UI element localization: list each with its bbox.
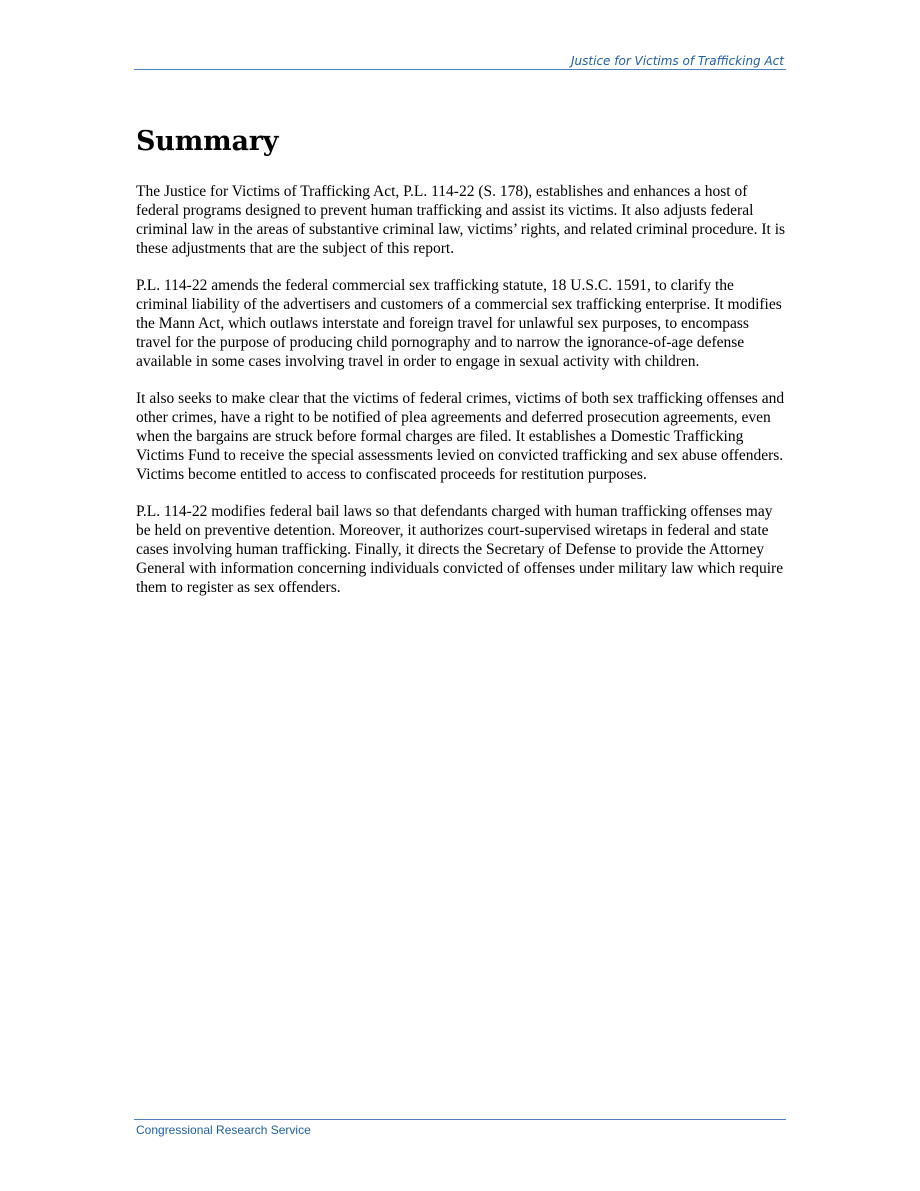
footer-publisher: Congressional Research Service [136,1123,311,1137]
summary-paragraph-1: The Justice for Victims of Trafficking Act, P.L. 114-22 (S. 178), establishes and enhances a host of federal programs designed to prevent human trafficking and assist its victims. It also adjusts federal criminal law in the areas of substantive criminal law, victims’ rights, and related criminal procedure. It is these adjustments that are the subject of this report. [136,183,786,257]
summary-paragraph-4: P.L. 114-22 modifies federal bail laws so that defendants charged with human trafficking offenses may be held on preventive detention. Moreover, it authorizes court-supervised wiretaps in federal and state cases involving human trafficking. Finally, it directs the Secretary of Defense to provide the Attorney General with information concerning individuals convicted of offenses under military law which require them to register as sex offenders. [136,503,784,596]
document-body [136,122,786,615]
section-heading: Summary [136,126,279,157]
running-header-title: Justice for Victims of Trafficking Act [571,54,784,68]
summary-paragraph-3: It also seeks to make clear that the victims of federal crimes, victims of both sex trafficking offenses and other crimes, have a right to be notified of plea agreements and deferred prosecution agreements, even when the bargains are struck before formal charges are filed. It establishes a Domestic Trafficking Victims Fund to receive the special assessments levied on convicted trafficking and sex abuse offenders. Victims become entitled to access to confiscated proceeds for restitution purposes. [136,390,785,483]
running-footer [134,1119,786,1138]
summary-paragraph-2: P.L. 114-22 amends the federal commercial sex trafficking statute, 18 U.S.C. 1591, to clarify the criminal liability of the advertisers and customers of a commercial sex trafficking enterprise. It modifies the Mann Act, which outlaws interstate and foreign travel for unlawful sex purposes, to encompass travel for the purpose of producing child pornography and to narrow the ignorance-of-age defense available in some cases involving travel in order to engage in sexual activity with children. [136,277,782,370]
running-header [134,54,786,70]
